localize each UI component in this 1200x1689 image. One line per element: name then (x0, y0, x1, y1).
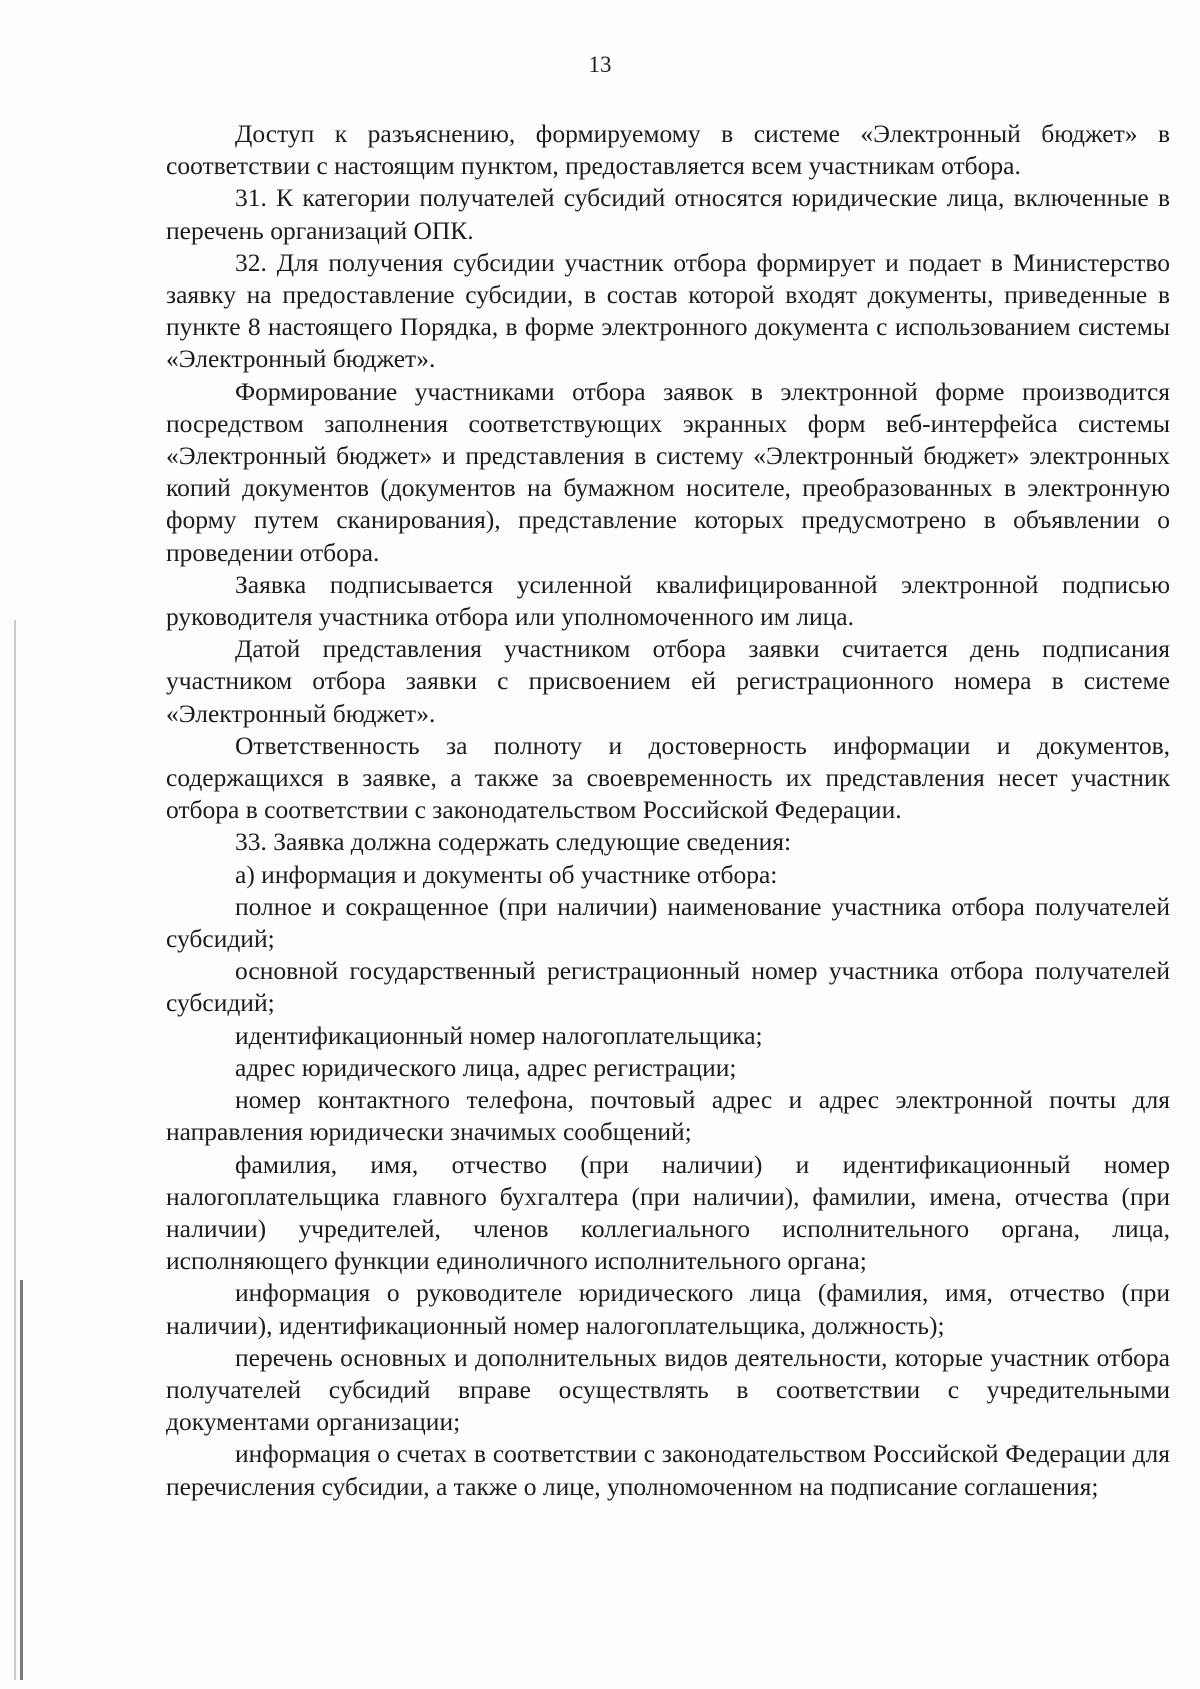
paragraph-application-signing: Заявка подписывается усиленной квалифицированной электронной подписью руководителя участника отбора или уполномоченного им лица. (166, 569, 1170, 632)
list-item-contacts: номер контактного телефона, почтовый адрес и адрес электронной почты для направления юридически значимых сообщений; (166, 1085, 1170, 1147)
list-item-ogrn: основной государственный регистрационный номер участника отбора получателей субсидий; (166, 956, 1170, 1018)
document-body (166, 118, 1170, 1503)
list-item-full-name: полное и сокращенное (при наличии) наименование участника отбора получателей субсидий; (166, 891, 1170, 954)
paragraph-33: 33. Заявка должна содержать следующие сведения: (235, 827, 792, 857)
scan-edge-line (14, 620, 16, 1680)
list-item-address: адрес юридического лица, адрес регистрации; (235, 1052, 737, 1082)
page-number: 13 (588, 52, 612, 77)
list-item-accounts: информация о счетах в соответствии с законодательством Российской Федерации для перечисления субсидии, а также о лице, уполномоченном на подписание соглашения; (166, 1439, 1170, 1501)
scan-edge-line (20, 1280, 23, 1680)
list-item-a: а) информация и документы об участнике отбора: (235, 859, 778, 889)
paragraph-clarification-access: Доступ к разъяснению, формируемому в системе «Электронный бюджет» в соответствии с настоящим пунктом, предоставляется всем участникам отбора. (166, 119, 1170, 181)
list-item-inn: идентификационный номер налогоплательщика; (235, 1020, 763, 1050)
list-item-director: информация о руководителе юридического лица (фамилия, имя, отчество (при наличии), идентификационный номер налогоплательщика, должность); (166, 1278, 1170, 1340)
paragraph-31: 31. К категории получателей субсидий относятся юридические лица, включенные в перечень организаций ОПК. (166, 183, 1170, 245)
paragraph-32: 32. Для получения субсидии участник отбора формирует и подает в Министерство заявку на предоставление субсидии, в состав которой входят документы, приведенные в пункте 8 настоящего Порядка, в форме электронного документа с использованием системы «Электронный бюджет». (166, 247, 1170, 374)
paragraph-application-forming: Формирование участниками отбора заявок в электронной форме производится посредством заполнения соответствующих экранных форм веб-интерфейса системы «Электронный бюджет» и представления в систему «Электронный бюджет» электронных копий документов (документов на бумажном носителе, преобразованных в электронную форму путем сканирования), представление которых предусмотрено в объявлении о проведении отбора. (166, 376, 1170, 567)
list-item-persons: фамилия, имя, отчество (при наличии) и идентификационный номер налогоплательщика главного бухгалтера (при наличии), фамилии, имена, отчества (при наличии) учредителей, членов коллегиального исполнительного органа, лица, исполняющего функции единоличного исполнительного органа; (166, 1149, 1170, 1276)
paragraph-responsibility: Ответственность за полноту и достоверность информации и документов, содержащихся в заявке, а также за своевременность их представления несет участник отбора в соответствии с законодательством Российской Федерации. (166, 730, 1170, 825)
list-item-activities: перечень основных и дополнительных видов деятельности, которые участник отбора получателей субсидий вправе осуществлять в соответствии с учредительными документами организации; (166, 1342, 1170, 1437)
paragraph-submission-date: Датой представления участником отбора заявки считается день подписания участником отбора заявки с присвоением ей регистрационного номера в системе «Электронный бюджет». (166, 634, 1170, 728)
